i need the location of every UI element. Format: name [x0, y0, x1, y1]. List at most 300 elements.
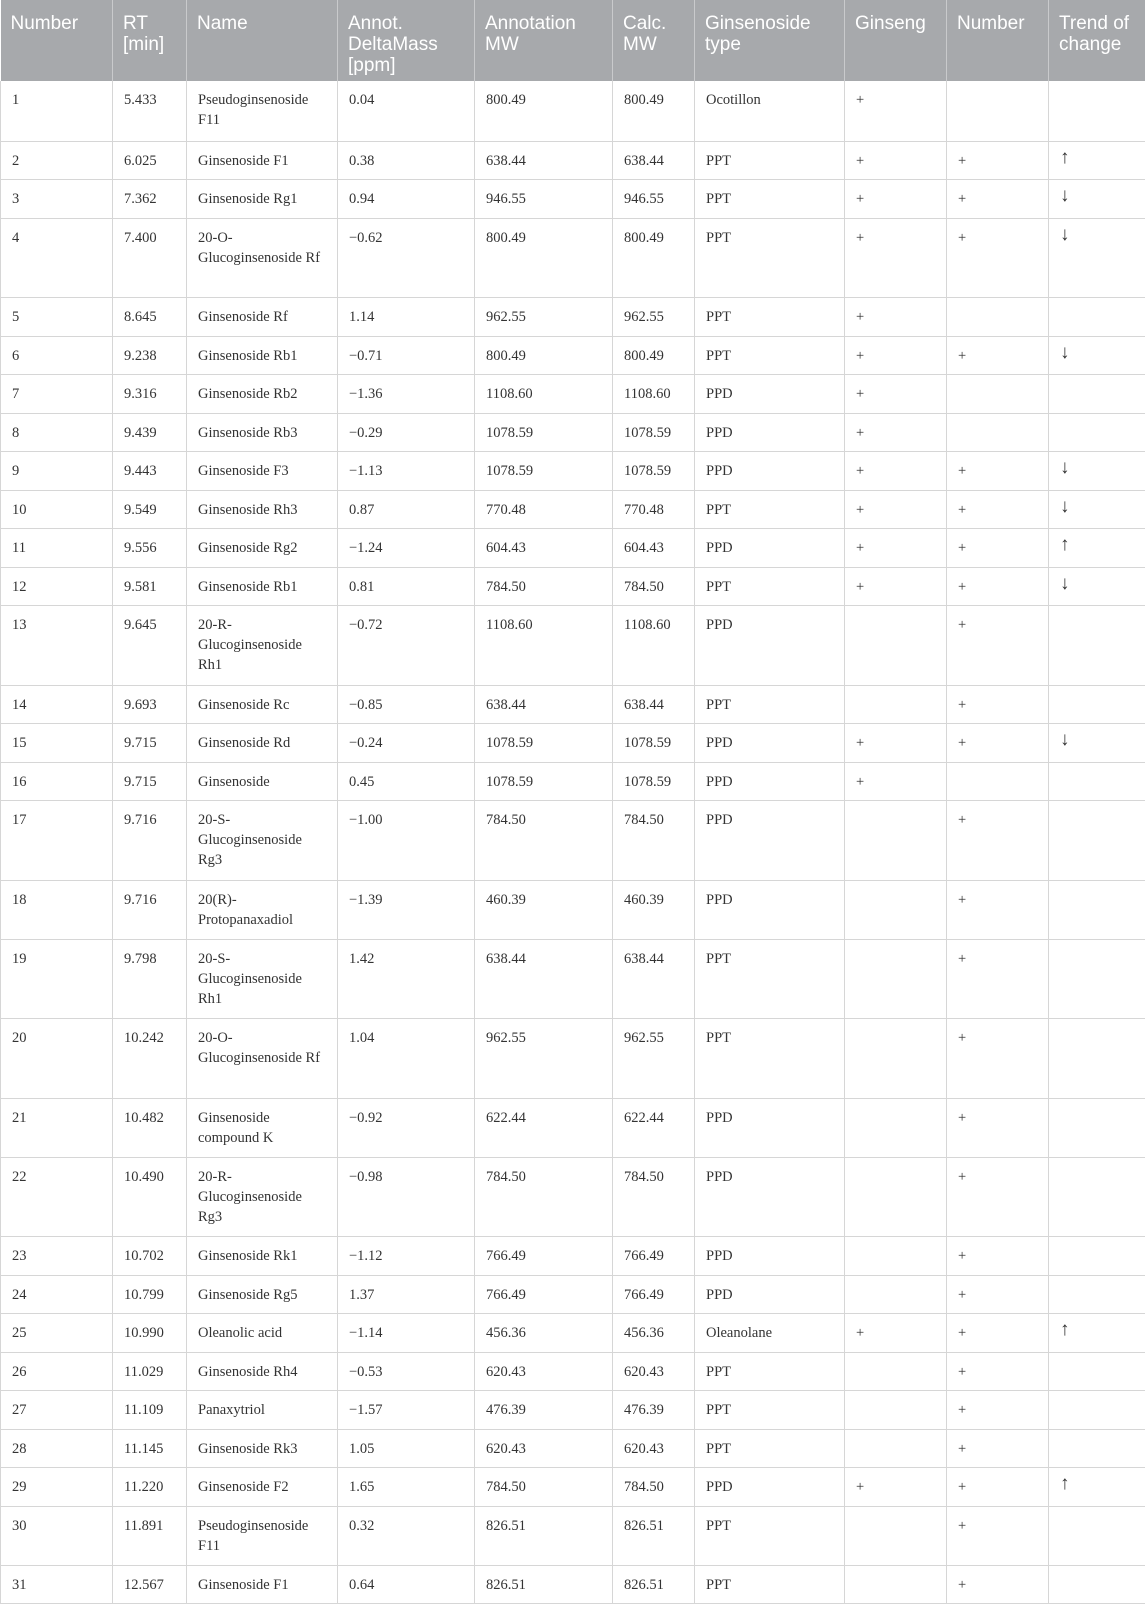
cell-annotation-mw: 622.44 — [475, 1098, 613, 1157]
cell-number: 13 — [1, 606, 113, 686]
cell-name: 20-R-Glucoginsenoside Rh1 — [187, 606, 338, 686]
cell-number: 22 — [1, 1157, 113, 1237]
cell-rt: 5.433 — [113, 81, 187, 141]
cell-delta-mass: 1.65 — [338, 1468, 475, 1507]
cell-name: Ginsenoside Rh3 — [187, 490, 338, 529]
cell-ginseng: + — [845, 218, 947, 298]
cell-type: PPT — [695, 218, 845, 298]
cell-number: 8 — [1, 413, 113, 452]
cell-calc-mw: 456.36 — [613, 1314, 695, 1353]
cell-delta-mass: −1.14 — [338, 1314, 475, 1353]
cell-ginseng — [845, 1391, 947, 1430]
table-row — [1, 413, 1145, 452]
cell-calc-mw: 622.44 — [613, 1098, 695, 1157]
cell-delta-mass: −0.71 — [338, 336, 475, 375]
cell-rt: 9.645 — [113, 606, 187, 686]
cell-trend — [1049, 298, 1145, 337]
cell-number: 10 — [1, 490, 113, 529]
cell-ginseng — [845, 606, 947, 686]
cell-number-2: + — [947, 529, 1049, 568]
cell-number-2: + — [947, 1019, 1049, 1099]
cell-type: Oleanolane — [695, 1314, 845, 1353]
cell-type: PPD — [695, 1157, 845, 1237]
cell-number: 20 — [1, 1019, 113, 1099]
cell-name: 20-S-Glucoginsenoside Rg3 — [187, 801, 338, 881]
cell-type: PPT — [695, 1429, 845, 1468]
cell-type: PPT — [695, 180, 845, 219]
table-row — [1, 298, 1145, 337]
cell-trend — [1049, 81, 1145, 141]
cell-rt: 11.220 — [113, 1468, 187, 1507]
table-row — [1, 336, 1145, 375]
cell-calc-mw: 620.43 — [613, 1352, 695, 1391]
cell-trend: ↓ — [1049, 724, 1145, 763]
cell-annotation-mw: 800.49 — [475, 81, 613, 141]
cell-calc-mw: 1078.59 — [613, 413, 695, 452]
header-row — [1, 0, 1145, 81]
cell-number-2: + — [947, 939, 1049, 1019]
cell-number-2: + — [947, 724, 1049, 763]
cell-ginseng: + — [845, 81, 947, 141]
cell-number-2: + — [947, 1429, 1049, 1468]
table-row — [1, 141, 1145, 180]
cell-delta-mass: 0.64 — [338, 1565, 475, 1604]
cell-number-2: + — [947, 1098, 1049, 1157]
table-row — [1, 490, 1145, 529]
cell-annotation-mw: 784.50 — [475, 801, 613, 881]
cell-type: PPD — [695, 606, 845, 686]
cell-rt: 7.362 — [113, 180, 187, 219]
cell-number: 19 — [1, 939, 113, 1019]
cell-rt: 11.109 — [113, 1391, 187, 1430]
cell-trend: ↓ — [1049, 452, 1145, 491]
cell-type: PPD — [695, 1275, 845, 1314]
cell-number: 7 — [1, 375, 113, 414]
cell-number-2 — [947, 81, 1049, 141]
cell-name: 20-R-Glucoginsenoside Rg3 — [187, 1157, 338, 1237]
cell-trend — [1049, 1098, 1145, 1157]
cell-ginseng — [845, 1275, 947, 1314]
cell-name: 20-S-Glucoginsenoside Rh1 — [187, 939, 338, 1019]
cell-ginseng: + — [845, 141, 947, 180]
table-row — [1, 452, 1145, 491]
cell-delta-mass: −0.29 — [338, 413, 475, 452]
cell-delta-mass: 0.38 — [338, 141, 475, 180]
cell-number-2: + — [947, 685, 1049, 724]
cell-calc-mw: 638.44 — [613, 141, 695, 180]
cell-rt: 9.439 — [113, 413, 187, 452]
cell-calc-mw: 826.51 — [613, 1565, 695, 1604]
header-annotation-mw: Annotation MW — [475, 0, 613, 81]
cell-type: PPD — [695, 452, 845, 491]
cell-delta-mass: 1.37 — [338, 1275, 475, 1314]
cell-annotation-mw: 460.39 — [475, 880, 613, 939]
cell-annotation-mw: 456.36 — [475, 1314, 613, 1353]
cell-delta-mass: −1.36 — [338, 375, 475, 414]
cell-name: Ginsenoside F3 — [187, 452, 338, 491]
cell-delta-mass: −1.57 — [338, 1391, 475, 1430]
cell-delta-mass: −0.92 — [338, 1098, 475, 1157]
cell-number-2: + — [947, 1352, 1049, 1391]
cell-ginseng — [845, 801, 947, 881]
table-row — [1, 567, 1145, 606]
cell-ginseng: + — [845, 1468, 947, 1507]
cell-number-2: + — [947, 180, 1049, 219]
cell-number: 11 — [1, 529, 113, 568]
cell-delta-mass: 1.42 — [338, 939, 475, 1019]
cell-rt: 6.025 — [113, 141, 187, 180]
cell-name: Ginsenoside Rg1 — [187, 180, 338, 219]
cell-annotation-mw: 800.49 — [475, 218, 613, 298]
cell-number: 4 — [1, 218, 113, 298]
cell-name: Ginsenoside Rh4 — [187, 1352, 338, 1391]
cell-trend — [1049, 1506, 1145, 1565]
header-number: Number — [1, 0, 113, 81]
cell-rt: 9.716 — [113, 880, 187, 939]
cell-trend: ↓ — [1049, 490, 1145, 529]
cell-annotation-mw: 604.43 — [475, 529, 613, 568]
header-name: Name — [187, 0, 338, 81]
cell-number: 3 — [1, 180, 113, 219]
cell-rt: 9.549 — [113, 490, 187, 529]
table-row — [1, 180, 1145, 219]
cell-number: 27 — [1, 1391, 113, 1430]
cell-type: PPD — [695, 724, 845, 763]
cell-ginseng — [845, 1565, 947, 1604]
header-rt: RT [min] — [113, 0, 187, 81]
cell-type: PPT — [695, 1506, 845, 1565]
cell-rt: 11.145 — [113, 1429, 187, 1468]
cell-annotation-mw: 1078.59 — [475, 724, 613, 763]
cell-delta-mass: 1.05 — [338, 1429, 475, 1468]
cell-delta-mass: 0.04 — [338, 81, 475, 141]
cell-type: PPT — [695, 141, 845, 180]
cell-number: 25 — [1, 1314, 113, 1353]
cell-name: Ginsenoside F1 — [187, 141, 338, 180]
cell-delta-mass: −1.12 — [338, 1237, 475, 1276]
cell-number-2: + — [947, 1565, 1049, 1604]
cell-number: 9 — [1, 452, 113, 491]
cell-annotation-mw: 620.43 — [475, 1429, 613, 1468]
cell-annotation-mw: 766.49 — [475, 1237, 613, 1276]
cell-delta-mass: 0.87 — [338, 490, 475, 529]
cell-rt: 9.556 — [113, 529, 187, 568]
cell-trend — [1049, 413, 1145, 452]
table-row — [1, 1157, 1145, 1237]
cell-number: 23 — [1, 1237, 113, 1276]
cell-calc-mw: 638.44 — [613, 939, 695, 1019]
cell-rt: 10.990 — [113, 1314, 187, 1353]
cell-annotation-mw: 784.50 — [475, 567, 613, 606]
cell-rt: 9.316 — [113, 375, 187, 414]
cell-number: 26 — [1, 1352, 113, 1391]
cell-annotation-mw: 620.43 — [475, 1352, 613, 1391]
cell-number: 30 — [1, 1506, 113, 1565]
cell-name: Ginsenoside Rk1 — [187, 1237, 338, 1276]
cell-type: PPD — [695, 413, 845, 452]
cell-number: 29 — [1, 1468, 113, 1507]
cell-number-2: + — [947, 452, 1049, 491]
cell-number-2: + — [947, 1275, 1049, 1314]
cell-calc-mw: 1078.59 — [613, 762, 695, 801]
table-row — [1, 1237, 1145, 1276]
cell-delta-mass: −0.98 — [338, 1157, 475, 1237]
cell-delta-mass: −0.62 — [338, 218, 475, 298]
cell-calc-mw: 784.50 — [613, 567, 695, 606]
cell-rt: 9.716 — [113, 801, 187, 881]
cell-annotation-mw: 784.50 — [475, 1157, 613, 1237]
cell-number: 17 — [1, 801, 113, 881]
cell-type: PPD — [695, 880, 845, 939]
table-row — [1, 81, 1145, 141]
cell-annotation-mw: 766.49 — [475, 1275, 613, 1314]
cell-number-2: + — [947, 606, 1049, 686]
table-row — [1, 724, 1145, 763]
cell-name: Pseudoginsenoside F11 — [187, 1506, 338, 1565]
cell-ginseng: + — [845, 567, 947, 606]
cell-trend — [1049, 1019, 1145, 1099]
table-row — [1, 1468, 1145, 1507]
cell-delta-mass: −1.00 — [338, 801, 475, 881]
cell-rt: 10.242 — [113, 1019, 187, 1099]
cell-calc-mw: 784.50 — [613, 1468, 695, 1507]
cell-ginseng — [845, 880, 947, 939]
table-row — [1, 1275, 1145, 1314]
cell-number-2: + — [947, 880, 1049, 939]
table-row — [1, 939, 1145, 1019]
cell-calc-mw: 476.39 — [613, 1391, 695, 1430]
cell-rt: 12.567 — [113, 1565, 187, 1604]
cell-trend — [1049, 1429, 1145, 1468]
cell-calc-mw: 1078.59 — [613, 452, 695, 491]
cell-number-2: + — [947, 801, 1049, 881]
cell-trend — [1049, 939, 1145, 1019]
table-row — [1, 606, 1145, 686]
cell-ginseng — [845, 1352, 947, 1391]
cell-trend — [1049, 685, 1145, 724]
cell-name: Ginsenoside F1 — [187, 1565, 338, 1604]
table-row — [1, 1506, 1145, 1565]
cell-number-2: + — [947, 1468, 1049, 1507]
cell-annotation-mw: 770.48 — [475, 490, 613, 529]
cell-ginseng: + — [845, 413, 947, 452]
cell-ginseng — [845, 685, 947, 724]
cell-rt: 9.581 — [113, 567, 187, 606]
cell-delta-mass: −0.53 — [338, 1352, 475, 1391]
cell-type: PPT — [695, 490, 845, 529]
cell-trend: ↓ — [1049, 180, 1145, 219]
cell-type: PPT — [695, 298, 845, 337]
table-row — [1, 1019, 1145, 1099]
table-row — [1, 1098, 1145, 1157]
cell-ginseng: + — [845, 336, 947, 375]
cell-annotation-mw: 1078.59 — [475, 413, 613, 452]
cell-type: PPT — [695, 1565, 845, 1604]
cell-type: PPT — [695, 685, 845, 724]
cell-number-2: + — [947, 218, 1049, 298]
cell-number: 18 — [1, 880, 113, 939]
cell-name: Ginsenoside Rb3 — [187, 413, 338, 452]
cell-name: Ginsenoside Rk3 — [187, 1429, 338, 1468]
table-row — [1, 880, 1145, 939]
table-row — [1, 801, 1145, 881]
cell-rt: 9.443 — [113, 452, 187, 491]
cell-trend: ↑ — [1049, 1468, 1145, 1507]
cell-delta-mass: −1.39 — [338, 880, 475, 939]
cell-annotation-mw: 1108.60 — [475, 375, 613, 414]
cell-trend — [1049, 762, 1145, 801]
cell-trend — [1049, 1157, 1145, 1237]
cell-rt: 9.715 — [113, 724, 187, 763]
cell-trend: ↑ — [1049, 1314, 1145, 1353]
cell-annotation-mw: 826.51 — [475, 1506, 613, 1565]
cell-ginseng: + — [845, 452, 947, 491]
cell-number: 24 — [1, 1275, 113, 1314]
cell-calc-mw: 800.49 — [613, 218, 695, 298]
cell-name: Ginsenoside F2 — [187, 1468, 338, 1507]
table-row — [1, 1391, 1145, 1430]
cell-annotation-mw: 1078.59 — [475, 762, 613, 801]
cell-calc-mw: 1078.59 — [613, 724, 695, 763]
cell-annotation-mw: 826.51 — [475, 1565, 613, 1604]
cell-calc-mw: 800.49 — [613, 336, 695, 375]
cell-rt: 10.482 — [113, 1098, 187, 1157]
cell-name: Ginsenoside Rg5 — [187, 1275, 338, 1314]
table-row — [1, 218, 1145, 298]
cell-rt: 11.029 — [113, 1352, 187, 1391]
cell-calc-mw: 604.43 — [613, 529, 695, 568]
cell-name: 20-O-Glucoginsenoside Rf — [187, 218, 338, 298]
cell-trend — [1049, 880, 1145, 939]
table-row — [1, 1352, 1145, 1391]
cell-name: Panaxytriol — [187, 1391, 338, 1430]
cell-trend — [1049, 1352, 1145, 1391]
cell-trend: ↑ — [1049, 529, 1145, 568]
cell-trend: ↓ — [1049, 218, 1145, 298]
cell-type: PPD — [695, 1237, 845, 1276]
table-row — [1, 685, 1145, 724]
cell-ginseng — [845, 1506, 947, 1565]
table-row — [1, 375, 1145, 414]
cell-annotation-mw: 638.44 — [475, 141, 613, 180]
cell-name: Ginsenoside compound K — [187, 1098, 338, 1157]
cell-trend — [1049, 606, 1145, 686]
cell-delta-mass: −0.72 — [338, 606, 475, 686]
cell-trend — [1049, 1391, 1145, 1430]
cell-ginseng: + — [845, 762, 947, 801]
cell-ginseng: + — [845, 490, 947, 529]
cell-delta-mass: 0.45 — [338, 762, 475, 801]
cell-delta-mass: 0.94 — [338, 180, 475, 219]
table-row — [1, 529, 1145, 568]
cell-annotation-mw: 1108.60 — [475, 606, 613, 686]
cell-ginseng: + — [845, 724, 947, 763]
header-number-2: Number — [947, 0, 1049, 81]
cell-ginseng — [845, 1237, 947, 1276]
cell-delta-mass: 1.14 — [338, 298, 475, 337]
cell-rt: 7.400 — [113, 218, 187, 298]
cell-number-2 — [947, 413, 1049, 452]
cell-trend: ↓ — [1049, 567, 1145, 606]
cell-ginseng — [845, 939, 947, 1019]
cell-rt: 9.798 — [113, 939, 187, 1019]
cell-rt: 8.645 — [113, 298, 187, 337]
cell-type: PPD — [695, 1468, 845, 1507]
cell-annotation-mw: 946.55 — [475, 180, 613, 219]
cell-name: Pseudoginsenoside F11 — [187, 81, 338, 141]
cell-type: Ocotillon — [695, 81, 845, 141]
cell-type: PPD — [695, 762, 845, 801]
cell-calc-mw: 962.55 — [613, 298, 695, 337]
cell-calc-mw: 770.48 — [613, 490, 695, 529]
cell-annotation-mw: 1078.59 — [475, 452, 613, 491]
table-row — [1, 762, 1145, 801]
cell-ginseng — [845, 1429, 947, 1468]
cell-rt: 9.238 — [113, 336, 187, 375]
cell-calc-mw: 1108.60 — [613, 375, 695, 414]
cell-delta-mass: −0.24 — [338, 724, 475, 763]
cell-delta-mass: 1.04 — [338, 1019, 475, 1099]
cell-ginseng: + — [845, 1314, 947, 1353]
cell-name: Ginsenoside Rf — [187, 298, 338, 337]
cell-type: PPT — [695, 1391, 845, 1430]
cell-annotation-mw: 638.44 — [475, 939, 613, 1019]
cell-name: Oleanolic acid — [187, 1314, 338, 1353]
cell-type: PPT — [695, 336, 845, 375]
cell-calc-mw: 962.55 — [613, 1019, 695, 1099]
header-trend: Trend of change — [1049, 0, 1145, 81]
cell-rt: 10.702 — [113, 1237, 187, 1276]
cell-calc-mw: 638.44 — [613, 685, 695, 724]
cell-number-2: + — [947, 336, 1049, 375]
cell-number: 16 — [1, 762, 113, 801]
cell-name: 20-O-Glucoginsenoside Rf — [187, 1019, 338, 1099]
cell-name: 20(R)-Protopanaxadiol — [187, 880, 338, 939]
cell-type: PPT — [695, 567, 845, 606]
cell-name: Ginsenoside Rc — [187, 685, 338, 724]
header-ginsenoside-type: Ginsenoside type — [695, 0, 845, 81]
cell-ginseng — [845, 1098, 947, 1157]
cell-number: 5 — [1, 298, 113, 337]
cell-ginseng — [845, 1157, 947, 1237]
cell-name: Ginsenoside — [187, 762, 338, 801]
cell-rt: 10.490 — [113, 1157, 187, 1237]
cell-calc-mw: 766.49 — [613, 1237, 695, 1276]
cell-annotation-mw: 638.44 — [475, 685, 613, 724]
cell-rt: 9.693 — [113, 685, 187, 724]
cell-number: 12 — [1, 567, 113, 606]
cell-calc-mw: 620.43 — [613, 1429, 695, 1468]
cell-name: Ginsenoside Rd — [187, 724, 338, 763]
cell-annotation-mw: 784.50 — [475, 1468, 613, 1507]
cell-ginseng: + — [845, 180, 947, 219]
cell-calc-mw: 1108.60 — [613, 606, 695, 686]
cell-number: 14 — [1, 685, 113, 724]
cell-delta-mass: −1.24 — [338, 529, 475, 568]
cell-ginseng: + — [845, 298, 947, 337]
cell-number: 6 — [1, 336, 113, 375]
cell-calc-mw: 784.50 — [613, 1157, 695, 1237]
cell-annotation-mw: 800.49 — [475, 336, 613, 375]
cell-number: 28 — [1, 1429, 113, 1468]
cell-number: 2 — [1, 141, 113, 180]
table-row — [1, 1429, 1145, 1468]
cell-number: 31 — [1, 1565, 113, 1604]
cell-number: 15 — [1, 724, 113, 763]
cell-number: 21 — [1, 1098, 113, 1157]
cell-name: Ginsenoside Rb2 — [187, 375, 338, 414]
cell-trend: ↑ — [1049, 141, 1145, 180]
